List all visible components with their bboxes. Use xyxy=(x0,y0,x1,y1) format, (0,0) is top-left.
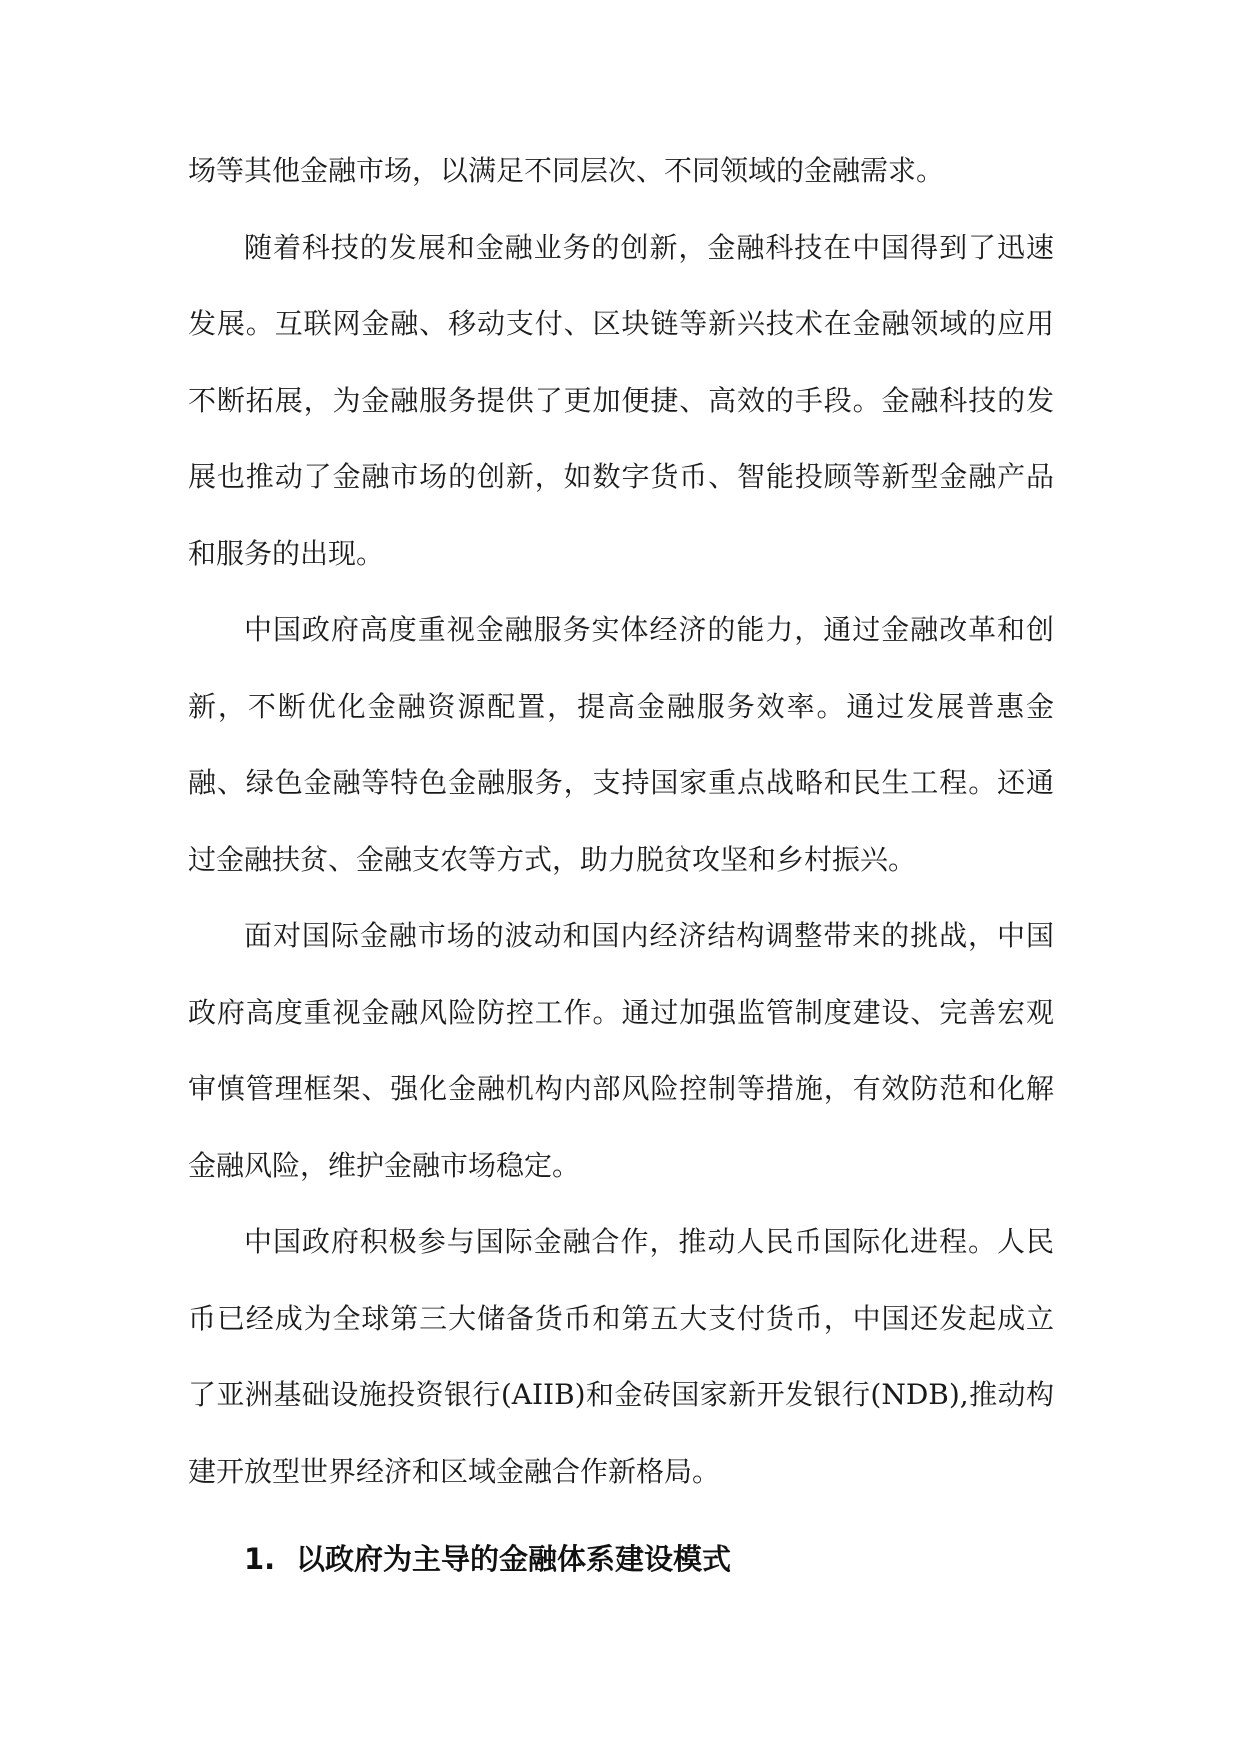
paragraph-fintech: 随着科技的发展和金融业务的创新，金融科技在中国得到了迅速发展。互联网金融、移动支付、区块链等新兴技术在金融领域的应用不断拓展，为金融服务提供了更加便捷、高效的手段。金融科技的发展也推动了金融市场的创新，如数字货币、智能投顾等新型金融产品和服务的出现。 xyxy=(188,230,1054,570)
section-heading-title: 以政府为主导的金融体系建设模式 xyxy=(296,1542,732,1576)
body-text xyxy=(188,133,1054,1510)
paragraph-continuation: 场等其他金融市场，以满足不同层次、不同领域的金融需求。 xyxy=(188,154,945,187)
paragraph-real-economy: 中国政府高度重视金融服务实体经济的能力，通过金融改革和创新，不断优化金融资源配置，提高金融服务效率。通过发展普惠金融、绿色金融等特色金融服务，支持国家重点战略和民生工程。还通过金融扶贫、金融支农等方式，助力脱贫攻坚和乡村振兴。 xyxy=(188,613,1054,876)
section-heading-number: 1. xyxy=(244,1542,276,1576)
paragraph-risk-control: 面对国际金融市场的波动和国内经济结构调整带来的挑战，中国政府高度重视金融风险防控工作。通过加强监管制度建设、完善宏观审慎管理框架、强化金融机构内部风险控制等措施，有效防范和化解金融风险，维护金融市场稳定。 xyxy=(188,919,1054,1182)
section-heading xyxy=(244,1529,1054,1589)
paragraph-international-cooperation: 中国政府积极参与国际金融合作，推动人民币国际化进程。人民币已经成为全球第三大储备货币和第五大支付货币，中国还发起成立了亚洲基础设施投资银行(AIIB)和金砖国家新开发银行(NDB),推动构建开放型世界经济和区域金融合作新格局。 xyxy=(188,1225,1054,1488)
